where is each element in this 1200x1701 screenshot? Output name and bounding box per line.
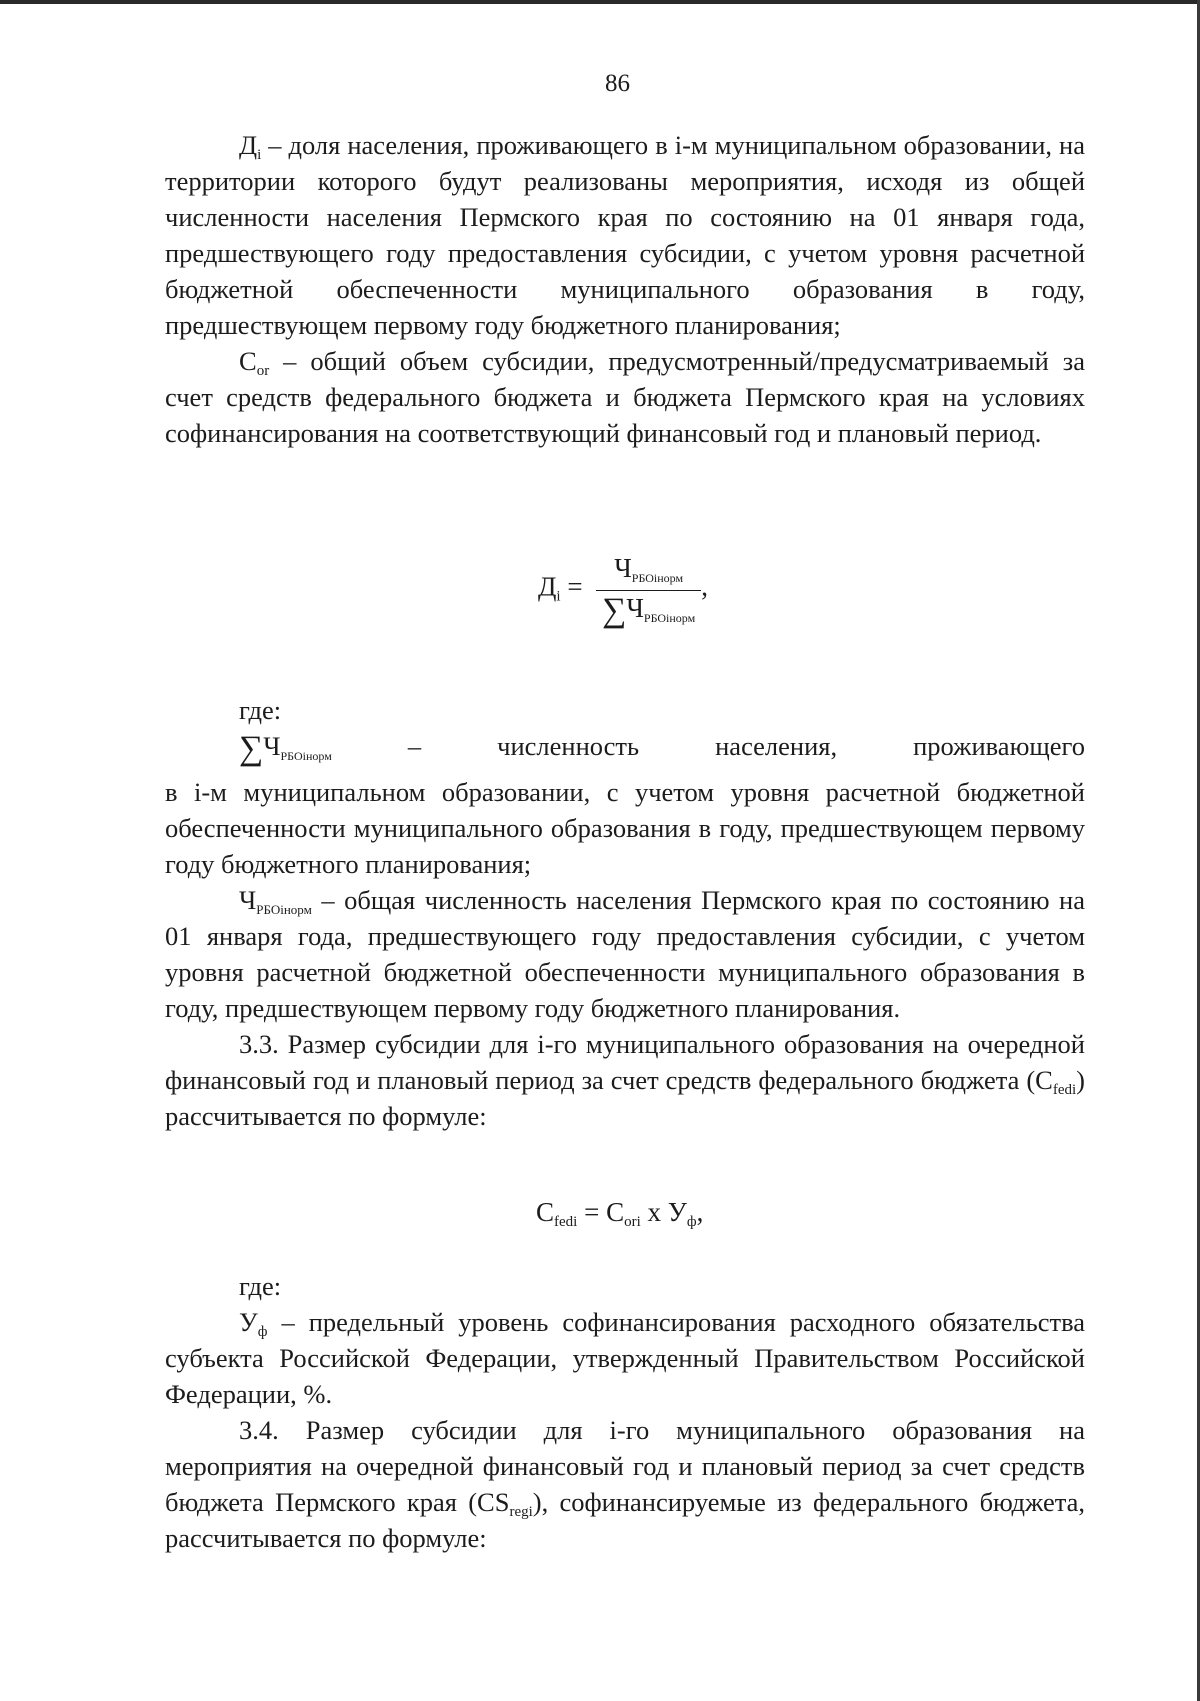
formula2-a: С xyxy=(536,1197,555,1227)
formula-share-lhs-sub: i xyxy=(556,588,561,605)
definitions-block-2 xyxy=(165,692,1085,1134)
para-3-3-sub: fedi xyxy=(1052,1082,1077,1098)
sum-population-definition-text: в i-м муниципальном образовании, с учетом уровня расчетной бюджетной обеспеченности муниципального образования в году, предшествующем первому году бюджетного планирования; xyxy=(165,777,1085,879)
formula-share xyxy=(538,553,708,629)
where-label-2: где: xyxy=(239,1271,282,1301)
sum-sigma: ∑ xyxy=(239,730,264,767)
cofinancing-symbol-sub: ф xyxy=(257,1324,268,1340)
formula-share-fraction xyxy=(596,553,701,629)
denominator-sub: РБОiнорм xyxy=(643,611,696,625)
para-3-3-text-a: 3.3. Размер субсидии для i-го муниципального образования на очередной финансовый год и плановый период за счет средств федерального бюджета (С xyxy=(165,1029,1085,1095)
para-3-4-text-b: ), софинансируемые из федерального бюджета, рассчитывается по формуле: xyxy=(165,1487,1085,1553)
where-label-1: где: xyxy=(239,695,282,725)
sum-word-1: численность xyxy=(497,731,640,761)
fraction-denominator xyxy=(596,590,701,629)
para-3-3-text-b: ) рассчитывается по формуле: xyxy=(165,1065,1085,1131)
symbol-c-sub: or xyxy=(256,363,270,379)
formula2-c-sub: ф xyxy=(686,1214,697,1230)
definitions-block-3 xyxy=(165,1268,1085,1556)
paragraph-total-population-definition xyxy=(165,882,1085,1026)
formula2-c: х У xyxy=(640,1197,687,1227)
para-3-4-text-a: 3.4. Размер субсидии для i-го муниципального образования на мероприятия на очередной финансовый год и плановый период за счет средств бюджета Пермского края (CS xyxy=(165,1415,1085,1517)
sum-population-symbol xyxy=(239,728,332,774)
page-number: 86 xyxy=(605,70,630,97)
paragraph-3-3 xyxy=(165,1026,1085,1134)
sum-symbol: Ч xyxy=(263,731,281,761)
share-definition-text: – доля населения, проживающего в i-м муниципальном образовании, на территории которого будут реализованы мероприятия, исходя из общей численности населения Пермского края по состоянию на 01 января года, предшествующего году предоставления субсидии, с учетом уровня расчетной бюджетной обеспеченности муниципального образования в году, предшествующем первому году бюджетного планирования; xyxy=(165,130,1085,340)
formula-fed-subsidy xyxy=(536,1197,703,1228)
formula-share-comma: , xyxy=(701,571,708,602)
formula-share-eq: = xyxy=(560,571,590,602)
fraction-numerator xyxy=(596,553,701,590)
numerator-sub: РБОiнорм xyxy=(631,571,684,585)
cofinancing-definition-text: – предельный уровень софинансирования расходного обязательства субъекта Российской Федерации, утвержденный Правительством Российской Федерации, %. xyxy=(165,1307,1085,1409)
paragraph-cofinancing-level-definition xyxy=(165,1304,1085,1412)
para-3-4-sub: regi xyxy=(509,1504,533,1520)
population-symbol: Ч xyxy=(239,885,257,915)
formula-share-lhs: Д xyxy=(538,571,557,602)
paragraph-total-subsidy-definition xyxy=(165,343,1085,451)
paragraph-3-4 xyxy=(165,1412,1085,1556)
symbol-d-sub: i xyxy=(257,147,262,163)
numerator-symbol: Ч xyxy=(614,553,632,583)
population-symbol-sub: РБОiнорм xyxy=(256,902,312,917)
denominator-symbol: Ч xyxy=(626,593,644,623)
sum-dash: – xyxy=(407,731,422,761)
formula2-d: , xyxy=(696,1197,704,1227)
formula2-b: = С xyxy=(577,1197,625,1227)
sum-symbol-sub: РБОiнорм xyxy=(280,749,332,763)
symbol-c: С xyxy=(239,346,257,376)
sigma-symbol: ∑ xyxy=(602,592,627,629)
paragraph-share-definition xyxy=(165,127,1085,343)
sum-population-definition-line xyxy=(165,728,1085,774)
formula2-a-sub: fedi xyxy=(554,1214,578,1230)
cofinancing-symbol: У xyxy=(239,1307,258,1337)
formula2-b-sub: ori xyxy=(624,1214,641,1230)
total-subsidy-definition-text: – общий объем субсидии, предусмотренный/предусматриваемый за счет средств федерального бюджета и бюджета Пермского края на условиях софинансирования на соответствующий финансовый год и плановый период. xyxy=(165,346,1085,448)
sum-word-3: проживающего xyxy=(913,731,1085,761)
symbol-d: Д xyxy=(239,130,258,160)
definitions-block-1 xyxy=(165,127,1085,451)
sum-word-2: населения, xyxy=(715,731,838,761)
scan-top-edge xyxy=(0,0,1200,4)
total-population-definition-text: – общая численность населения Пермского края по состоянию на 01 января года, предшествующего году предоставления субсидии, с учетом уровня расчетной бюджетной обеспеченности муниципального образования в году, предшествующем первому году бюджетного планирования. xyxy=(165,885,1085,1023)
